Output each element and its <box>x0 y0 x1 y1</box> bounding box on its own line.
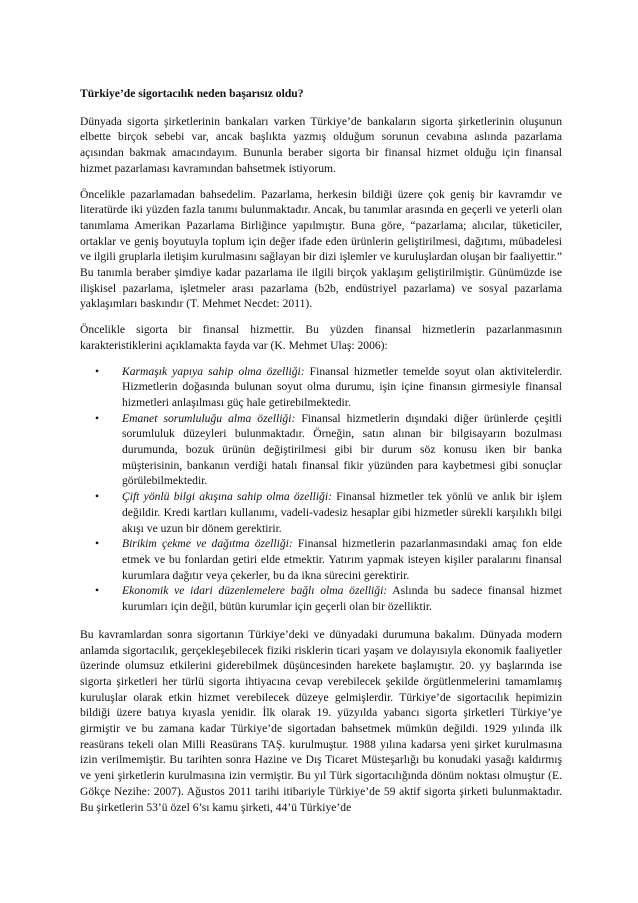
bullet-icon: • <box>95 537 100 551</box>
paragraph-marketing: Öncelikle pazarlamadan bahsedelim. Pazarlama, herkesin bildiği üzere çok geniş bir kavramdır ve literatürde iki yüzden fazla tanımı bulunmaktadır. Ancak, bu tanımlar arasında en geçerli ve yeterli olan tanımlama Amerikan Pazarlama Birliğince yapılmıştır. Buna göre, “pazarlama; alıcılar, tüketiciler, ortaklar ve geniş boyutuyla toplum için değer ifade eden ürünlerin geliştirilmesi, dağıtımı, mübadelesi ve ilgili gruplarla iletişim kurulmasını sağlayan bir dizi işlemler ve kuruluşlardan oluşan bir faaliyettir.” Bu tanımla beraber şimdiye kadar pazarlama ile ilgili birçok yaklaşım geliştirilmiştir. Günümüzde ise ilişkisel pazarlama, işletmeler arası pazarlama (b2b, endüstriyel pazarlama) ve sosyal pazarlama yaklaşımları baskındır (T. Mehmet Necdet: 2011). <box>80 187 562 311</box>
bullet-icon: • <box>95 490 100 504</box>
list-item-text: Finansal hizmetlerin pazarlanmasındaki amaç fon elde etmek ve bu fonlardan getiri elde etmektir. Yatırım yapmak isteyen kişiler paralarını finansal kurumlara dağıtır veya çekerler, bu da ikna sürecini gerektirir. <box>122 537 562 582</box>
bullet-icon: • <box>95 584 100 598</box>
bullet-icon: • <box>95 364 100 378</box>
list-item-text: Aslında bu sadece finansal hizmet kurumları için değil, bütün kurumlar için geçerli olan bir özelliktir. <box>122 584 562 614</box>
bullet-icon: • <box>95 411 100 425</box>
list-item-term: Birikim çekme ve dağıtma özelliği: <box>122 537 293 551</box>
list-item-term: Çift yönlü bilgi akışına sahip olma özelliği: <box>122 490 332 504</box>
document-page <box>80 86 562 825</box>
document-title: Türkiye’de sigortacılık neden başarısız oldu? <box>80 87 304 100</box>
paragraph-financial-service: Öncelikle sigorta bir finansal hizmettir. Bu yüzden finansal hizmetlerin pazarlanmasının karakteristiklerini açıklamakta fayda var (K. Mehmet Ulaş: 2006): <box>80 323 562 352</box>
list-item-text: Finansal hizmetler tek yönlü ve anlık bir işlem değildir. Kredi kartları kullanımı, vadeli-vadesiz hesaplar gibi hizmetler sürekli karşılıklı bilgi akışı ve uzun bir dönem gerektirir. <box>122 490 562 535</box>
list-item <box>95 411 562 490</box>
list-item <box>95 583 562 614</box>
list-item-term: Ekonomik ve idari düzenlemelere bağlı olma özelliği: <box>122 584 388 598</box>
list-item-text: Finansal hizmetlerin dışındaki diğer ürünlerde çeşitli sorumluluk düzeyleri bulunmaktadır. Örneğin, satın alınan bir bilgisayarın bozulması durumunda, bozuk ürünün değiştirilmesi gibi bir durum söz konusu iken bir banka müşterisinin, bankanın verdiği hatalı finansal fikir yüzünden para kaybetmesi gibi sonuçlar görülebilmektedir. <box>122 411 562 488</box>
list-item <box>95 364 562 411</box>
list-item <box>95 489 562 536</box>
list-item-term: Emanet sorumluluğu alma özelliği: <box>122 411 296 425</box>
characteristics-list <box>80 364 562 615</box>
paragraph-intro: Dünyada sigorta şirketlerinin bankaları varken Türkiye’de bankaların sigorta şirketlerinin oluşunun elbette birçok sebebi var, ancak başlıkta yazmış olduğum sorunun cevabına aslında pazarlama açısından bakmak amacındayım. Bununla beraber sigorta bir finansal hizmet olduğu için finansal hizmet pazarlaması kavramından bahsetmek istiyorum. <box>80 114 562 175</box>
list-item-term: Karmaşık yapıya sahip olma özelliği: <box>122 364 305 378</box>
list-item <box>95 536 562 583</box>
paragraph-history: Bu kavramlardan sonra sigortanın Türkiye’deki ve dünyadaki durumuna bakalım. Dünyada modern anlamda sigortacılık, gerçekleşebilecek fiziki risklerin ticari yaşam ve dolayısıyla ekonomik faaliyetler üzerinde olumsuz etkilerini giderebilmek düşüncesinden harekete başlamıştır. 20. yy başlarında ise sigorta şirketleri her türlü sigorta ihtiyacına cevap verebilecek şekilde örgütlenmelerini tamamlamış kuruluşlar olarak etkin hizmet verebilecek düzeye gelmişlerdir. Türkiye’de sigortacılık hepimizin bildiği üzere batıya kıyasla yenidir. İlk olarak 19. yüzyılda yabancı sigorta şirketleri Türkiye’ye girmiştir ve bu zamana kadar Türkiye’de sigortadan bahsetmek mümkün değildi. 1929 yılında ilk reasürans tekeli olan Milli Reasürans TAŞ. kurulmuştur. 1988 yılına kadarsa yeni şirket kurulmasına izin verilmemiştir. Bu tarihten sonra Hazine ve Dış Ticaret Müsteşarlığı bu konudaki yasağı kaldırmış ve yeni şirketlerin kurulmasına izin vermiştir. Bu yıl Türk sigortacılığında dönüm noktası olmuştur (E. Gökçe Nezihe: 2007). Ağustos 2011 tarihi itibariyle Türkiye’de 59 aktif sigorta şirketi bulunmaktadır. Bu şirketlerin 53’ü özel 6’sı kamu şirketi, 44’ü Türkiye’de <box>80 627 562 814</box>
list-item-text: Finansal hizmetler temelde soyut olan aktivitelerdir. Hizmetlerin doğasında bulunan soyut olma durumu, işin içine finansın girmesiyle finansal hizmetleri anlaşılması güç hale getirebilmektedir. <box>122 364 562 409</box>
